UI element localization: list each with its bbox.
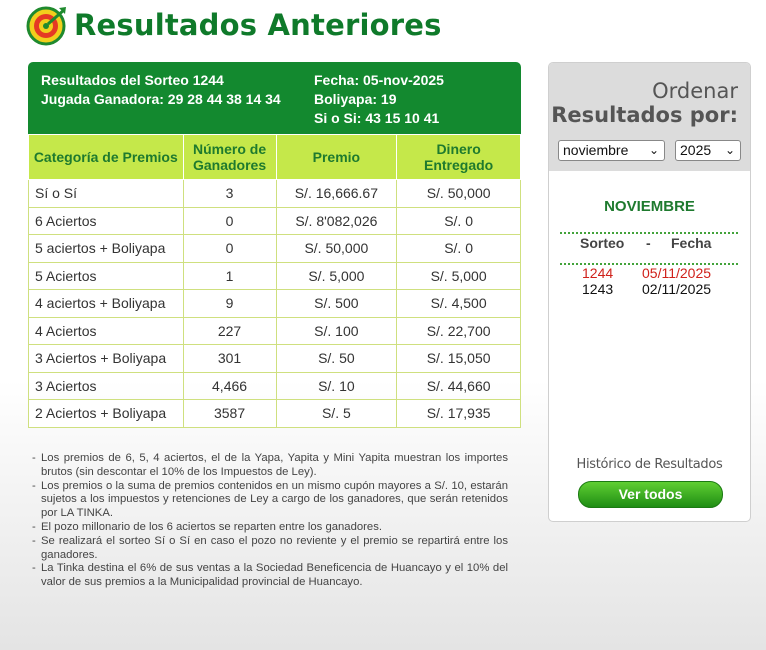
column-header: Número de Ganadores [183, 135, 276, 180]
sorteo-column-header: Sorteo [580, 235, 625, 251]
prize-cell: S/. 50,000 [276, 235, 397, 263]
winners-cell: 227 [183, 317, 276, 345]
chevron-down-icon: ⌄ [724, 143, 735, 157]
year-select-value: 2025 [680, 142, 712, 158]
boliyapa-number: Boliyapa: 19 [314, 91, 397, 107]
winners-cell: 0 [183, 207, 276, 235]
category-cell: 6 Aciertos [29, 207, 184, 235]
table-row [29, 207, 521, 235]
paid-cell: S/. 22,700 [397, 317, 521, 345]
note-item: - El pozo millonario de los 6 aciertos se reparten entre los ganadores. [32, 521, 508, 535]
winners-cell: 3 [183, 180, 276, 208]
paid-cell: S/. 17,935 [397, 400, 521, 428]
prize-table [28, 134, 521, 428]
column-header: Premio [276, 135, 397, 180]
page-header [26, 4, 442, 46]
winners-cell: 3587 [183, 400, 276, 428]
column-header: Categoría de Premios [29, 135, 184, 180]
table-row [29, 262, 521, 290]
winners-cell: 1 [183, 262, 276, 290]
paid-cell: S/. 4,500 [397, 290, 521, 318]
page-title: Resultados Anteriores [74, 8, 442, 42]
table-row [29, 372, 521, 400]
month-select[interactable] [558, 140, 665, 161]
paid-cell: S/. 0 [397, 207, 521, 235]
draw-sorteo[interactable]: 1243 [582, 281, 614, 297]
column-separator: - [646, 235, 651, 251]
draw-sorteo[interactable]: 1244 [582, 265, 614, 281]
table-row [29, 317, 521, 345]
winning-numbers: Jugada Ganadora: 29 28 44 38 14 34 [41, 91, 281, 107]
winners-cell: 9 [183, 290, 276, 318]
month-select-value: noviembre [563, 142, 629, 158]
note-item: - Se realizará el sorteo Sí o Sí en caso el pozo no reviente y el premio se repartirá entre los ganadores. [32, 535, 508, 563]
month-title: NOVIEMBRE [604, 198, 695, 215]
table-row [29, 180, 521, 208]
prize-cell: S/. 16,666.67 [276, 180, 397, 208]
draw-fecha[interactable]: 02/11/2025 [642, 281, 712, 297]
sort-panel-header [549, 63, 750, 171]
winners-cell: 0 [183, 235, 276, 263]
ver-todos-button[interactable]: Ver todos [578, 481, 723, 508]
paid-cell: S/. 15,050 [397, 345, 521, 373]
year-select[interactable] [675, 140, 741, 161]
winners-cell: 4,466 [183, 372, 276, 400]
results-block [28, 62, 521, 428]
category-cell: 2 Aciertos + Boliyapa [29, 400, 184, 428]
notes [32, 452, 508, 590]
table-row [29, 345, 521, 373]
siosi-numbers: Si o Si: 43 15 10 41 [314, 110, 440, 126]
table-row [29, 400, 521, 428]
category-cell: 4 Aciertos [29, 317, 184, 345]
paid-cell: S/. 44,660 [397, 372, 521, 400]
note-item: - La Tinka destina el 6% de sus ventas a la Sociedad Beneficencia de Huancayo y el 10% del valor de sus premios a la Municipalidad provincial de Huancayo. [32, 562, 508, 590]
target-logo-icon [26, 4, 68, 46]
prize-cell: S/. 50 [276, 345, 397, 373]
category-cell: Sí o Sí [29, 180, 184, 208]
draw-number: Resultados del Sorteo 1244 [41, 72, 224, 88]
prize-cell: S/. 500 [276, 290, 397, 318]
chevron-down-icon: ⌄ [648, 143, 659, 157]
prize-cell: S/. 5 [276, 400, 397, 428]
draw-summary [28, 62, 521, 134]
note-item: - Los premios de 6, 5, 4 aciertos, el de la Yapa, Yapita y Mini Yapita muestran los importes brutos (sin descontar el 10% de los Impuestos de Ley). [32, 452, 508, 480]
table-row [29, 235, 521, 263]
prize-cell: S/. 100 [276, 317, 397, 345]
column-header: Dinero Entregado [397, 135, 521, 180]
draw-date: Fecha: 05-nov-2025 [314, 72, 444, 88]
category-cell: 5 Aciertos [29, 262, 184, 290]
category-cell: 3 Aciertos [29, 372, 184, 400]
draw-fecha[interactable]: 05/11/2025 [642, 265, 712, 281]
paid-cell: S/. 5,000 [397, 262, 521, 290]
paid-cell: S/. 0 [397, 235, 521, 263]
table-header-row [29, 135, 521, 180]
sort-panel [548, 62, 751, 522]
fecha-column-header: Fecha [671, 235, 712, 251]
ordenar-label: Ordenar [652, 79, 738, 103]
prize-cell: S/. 8'082,026 [276, 207, 397, 235]
note-item: - Los premios o la suma de premios contenidos en un mismo cupón mayores a S/. 10, estarán sujetos a los impuestos y retenciones de Ley a cargo de los ganadores, que serán retenidos por LA TINKA. [32, 480, 508, 521]
divider [560, 232, 738, 234]
historico-label: Histórico de Resultados [576, 457, 723, 472]
category-cell: 3 Aciertos + Boliyapa [29, 345, 184, 373]
resultados-por-label: Resultados por: [551, 103, 738, 127]
prize-cell: S/. 10 [276, 372, 397, 400]
prize-cell: S/. 5,000 [276, 262, 397, 290]
paid-cell: S/. 50,000 [397, 180, 521, 208]
table-row [29, 290, 521, 318]
category-cell: 5 aciertos + Boliyapa [29, 235, 184, 263]
category-cell: 4 aciertos + Boliyapa [29, 290, 184, 318]
winners-cell: 301 [183, 345, 276, 373]
